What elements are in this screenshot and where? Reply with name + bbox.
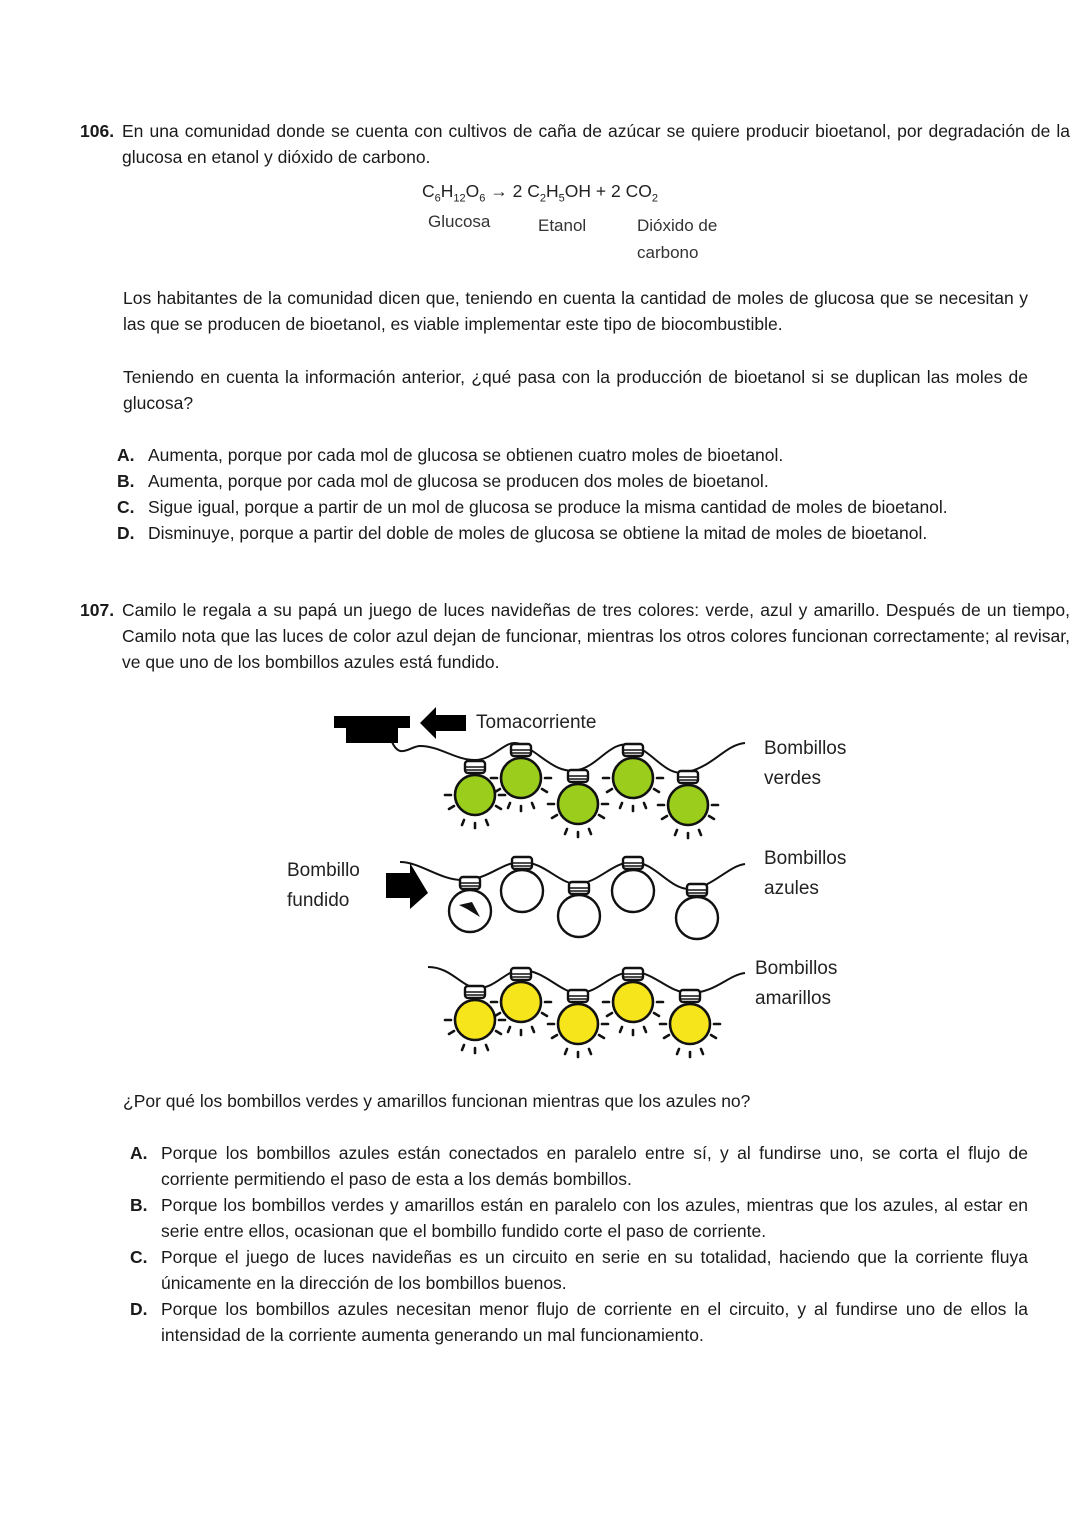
blown-label-line1: Bombillo	[287, 860, 360, 881]
option-c[interactable]: C. Sigue igual, porque a partir de un mol de glucosa se produce la misma cantidad de moles de bioetanol.	[117, 497, 948, 517]
green-bulb-icon	[548, 770, 608, 837]
yellow-bulb-icon	[445, 986, 505, 1053]
stem-text: En una comunidad donde se cuenta con cultivos de caña de azúcar se quiere producir bioetanol, por degradación de la glucosa en etanol y dióxido de carbono.	[122, 121, 1070, 167]
yellow-bulb-icon	[548, 990, 608, 1057]
co2-label-line2: carbono	[637, 243, 699, 262]
arrow-left-icon	[420, 707, 466, 739]
outlet-label: Tomacorriente	[476, 712, 597, 733]
blue-label-line1: Bombillos	[764, 848, 847, 869]
glucose-formula: $C_6H_{12}O_6$	[422, 181, 486, 205]
green-bulb-icon	[603, 744, 663, 811]
option-a[interactable]: A. Porque los bombillos azules están conectados en paralelo entre sí, y al fundirse uno, se corta el flujo de corriente permitiendo el paso de esta a los demás bombillos.	[130, 1143, 1028, 1189]
option-c[interactable]: C. Porque el juego de luces navideñas es un circuito en serie en su totalidad, haciendo que la corriente fluya únicamente en la dirección de los bombillos buenos.	[130, 1247, 1028, 1293]
options-list-107	[130, 1140, 1028, 1348]
green-bulb-icon	[445, 761, 505, 828]
yellow-label-line1: Bombillos	[755, 958, 838, 979]
blue-bulb-off-icon	[676, 884, 718, 939]
blown-label-line2: fundido	[287, 890, 350, 911]
green-label-line1: Bombillos	[764, 738, 847, 759]
co2-label-line1: Dióxido de	[637, 216, 718, 235]
blown-bulb-icon	[449, 877, 491, 932]
green-label-line2: verdes	[764, 768, 822, 789]
outlet-plug-icon	[334, 716, 410, 743]
plus-sign: +	[595, 181, 607, 201]
option-d[interactable]: D. Porque los bombillos azules necesitan menor flujo de corriente en el circuito, y al fundirse uno de ellos la intensidad de la corriente aumenta generando un mal funcionamiento.	[130, 1299, 1028, 1345]
yellow-bulb-icon	[491, 968, 551, 1035]
blue-bulb-off-icon	[558, 882, 600, 937]
blue-label-line2: azules	[764, 878, 819, 899]
yellow-bulb-icon	[660, 990, 720, 1057]
arrow-icon: →	[490, 181, 508, 201]
option-b[interactable]: B. Aumenta, porque por cada mol de glucosa se producen dos moles de bioetanol.	[117, 471, 769, 491]
blue-bulb-string	[386, 857, 745, 939]
option-d[interactable]: D. Disminuye, porque a partir del doble de moles de glucosa se obtiene la mitad de moles de bioetanol.	[117, 523, 928, 543]
green-bulb-string	[445, 743, 745, 838]
glucose-label: Glucosa	[428, 212, 491, 231]
question-number: 106.	[80, 121, 115, 141]
context-paragraph: Los habitantes de la comunidad dicen que, teniendo en cuenta la cantidad de moles de glucosa que se necesitan y las que se producen de bioetanol, es viable implementar este tipo de biocombustible.	[123, 288, 1028, 334]
option-b[interactable]: B. Porque los bombillos verdes y amarillos están en paralelo con los azules, mientras que los azules, al estar en serie entre ellos, ocasionan que el bombillo fundido corte el paso de corriente.	[130, 1195, 1028, 1241]
ethanol-formula: 2 $C_2H_5OH$	[512, 181, 592, 205]
yellow-bulb-string	[428, 967, 745, 1057]
question-number: 107.	[80, 600, 115, 620]
yellow-label-line2: amarillos	[755, 988, 832, 1009]
arrow-right-icon	[386, 863, 428, 909]
green-bulb-icon	[491, 744, 551, 811]
co2-formula: 2 $CO_2$	[611, 181, 659, 205]
question-text: Teniendo en cuenta la información anterior, ¿qué pasa con la producción de bioetanol si se duplican las moles de glucosa?	[123, 367, 1028, 413]
green-bulb-icon	[658, 771, 718, 838]
option-a[interactable]: A. Aumenta, porque por cada mol de glucosa se obtienen cuatro moles de bioetanol.	[117, 445, 784, 465]
question-text: ¿Por qué los bombillos verdes y amarillos funcionan mientras que los azules no?	[123, 1091, 751, 1111]
ethanol-label: Etanol	[538, 216, 587, 235]
stem-text: Camilo le regala a su papá un juego de luces navideñas de tres colores: verde, azul y amarillo. Después de un tiempo, Camilo nota que las luces de color azul dejan de funcionar, mientras los otros colores funcionan correctamente; al revisar, ve que uno de los bombillos azules está fundido.	[122, 600, 1070, 672]
